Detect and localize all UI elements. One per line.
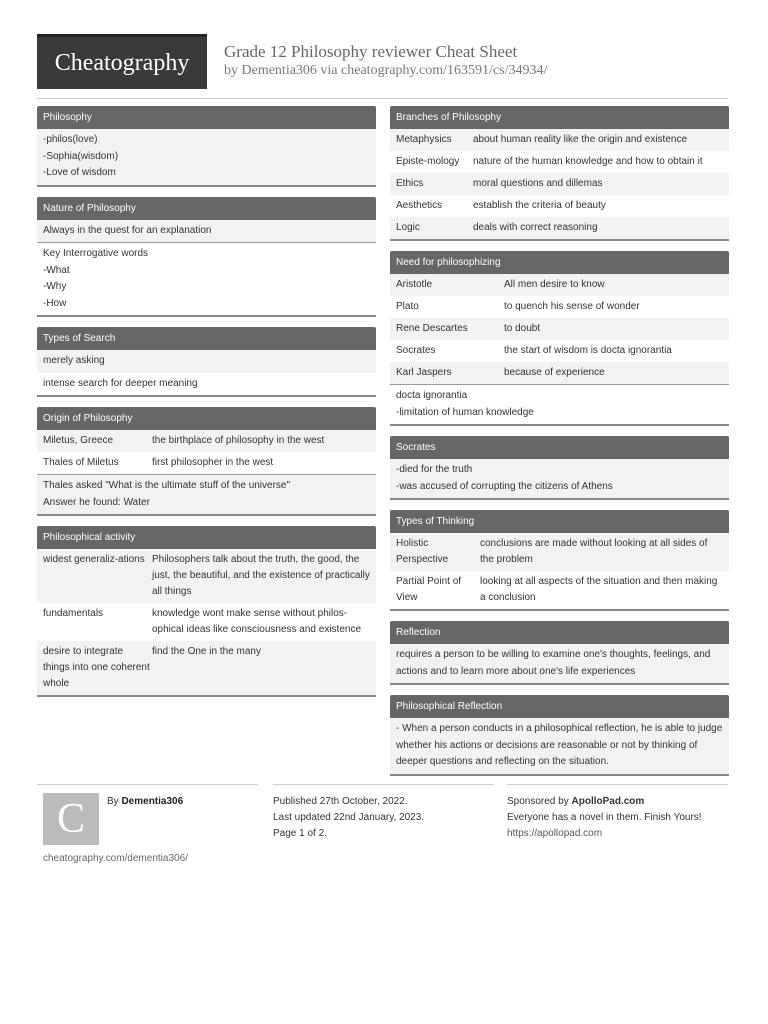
row-key: fundamentals (43, 608, 104, 619)
avatar[interactable]: C (43, 793, 99, 845)
sponsor-label: Sponsored by (507, 796, 569, 807)
page-title: Grade 12 Philosophy reviewer Cheat Sheet (224, 42, 518, 61)
table-row (390, 571, 729, 609)
box-title: Philosophical activity (37, 526, 376, 549)
sponsor-text: Everyone has a novel in them. Finish Yours! (507, 812, 702, 823)
box-philosophy (37, 106, 376, 187)
row-value: All men desire to know (504, 279, 605, 290)
profile-link[interactable]: cheatography.com/dementia306/ (43, 853, 188, 864)
box-title: Origin of Philosophy (37, 407, 376, 430)
byline (224, 63, 547, 79)
table-row (390, 318, 729, 340)
row-key: Aesthetics (396, 200, 443, 211)
footer-dates (273, 784, 494, 842)
text-block (37, 129, 376, 185)
by-label: By (107, 796, 119, 807)
table-row (390, 533, 729, 571)
row-key: Aristotle (396, 279, 433, 290)
row-value: looking at all aspects of the situation and then making a conclusion (480, 576, 718, 603)
text-line: Thales asked "What is the ultimate stuff of the universe" (43, 480, 291, 491)
box-types-of-thinking (390, 510, 729, 611)
text-line: Key Interrogative words (43, 248, 149, 259)
row-key: Holistic Perspective (396, 538, 449, 565)
table-row (390, 129, 729, 151)
table-row (37, 430, 376, 452)
row-key: Rene Descartes (396, 323, 468, 334)
right-column (390, 106, 729, 786)
sponsor-link[interactable]: ApolloPad.com (571, 796, 645, 807)
footer-sponsor (507, 784, 728, 842)
row-value: the start of wisdom is docta ignorantia (504, 345, 672, 356)
box-need-for-philosophizing (390, 251, 729, 426)
row-key: Socrates (396, 345, 436, 356)
box-reflection (390, 621, 729, 685)
box-title: Philosophy (37, 106, 376, 129)
row-value: about human reality like the origin and existence (473, 134, 688, 145)
text-line: -How (43, 297, 67, 309)
box-socrates (390, 436, 729, 500)
row-value: conclusions are made without looking at all sides of the problem (480, 538, 708, 565)
table-row (37, 603, 376, 641)
footer-author (37, 784, 258, 864)
left-column (37, 106, 376, 707)
header-divider (37, 98, 728, 99)
page-number: Page 1 of 2. (273, 828, 327, 839)
row-key: widest generaliz-ations (43, 554, 145, 565)
row-value: because of experience (504, 367, 605, 378)
table-row (390, 217, 729, 239)
text-line: -What (43, 264, 70, 276)
row-value: to quench his sense of wonder (504, 301, 640, 312)
row-value: nature of the human knowledge and how to obtain it (473, 156, 703, 167)
row-key: Partial Point of View (396, 576, 462, 603)
box-title: Types of Thinking (390, 510, 729, 533)
box-types-of-search (37, 327, 376, 397)
footer (37, 784, 728, 864)
table-row: intense search for deeper meaning (43, 377, 198, 389)
row-key: Episte-mology (396, 156, 460, 167)
row-key: Metaphysics (396, 134, 452, 145)
box-title: Branches of Philosophy (390, 106, 729, 129)
row-key: Logic (396, 222, 420, 233)
text-block (390, 384, 729, 424)
box-title: Types of Search (37, 327, 376, 350)
text-block: requires a person to be willing to examine one's thoughts, feelings, and actions and to learn more about one's life experiences (390, 644, 729, 683)
text-line: -died for the truth (396, 464, 473, 475)
box-philosophical-reflection (390, 695, 729, 776)
box-nature-of-philosophy (37, 197, 376, 318)
box-title: Philosophical Reflection (390, 695, 729, 718)
row-value: deals with correct reasoning (473, 222, 598, 233)
row-key: Miletus, Greece (43, 435, 114, 446)
text-block: - When a person conducts in a philosophical reflection, he is able to judge whether his actions or decisions are reasonable or not by thinking of deeper questions and reflecting on the situation. (390, 718, 729, 774)
box-branches-of-philosophy (390, 106, 729, 241)
box-title: Socrates (390, 436, 729, 459)
row-value: Philosophers talk about the truth, the good, the just, the beautiful, and the existence of practically all things (152, 554, 370, 597)
text-block (37, 474, 376, 514)
text-line: Answer he found: Water (43, 496, 150, 508)
sponsor-url-link[interactable]: https://apollopad.com (507, 828, 603, 839)
table-row (37, 452, 376, 474)
table-row (390, 362, 729, 384)
box-title: Need for philosophizing (390, 251, 729, 274)
table-row (390, 173, 729, 195)
sheet-url-link[interactable]: cheatography.com/163591/cs/34934/ (341, 63, 548, 78)
text-line: -was accused of corrupting the citizens of Athens (396, 480, 613, 492)
row-value: to doubt (504, 323, 541, 334)
table-row (390, 274, 729, 296)
by-word: by (224, 63, 238, 78)
box-title: Nature of Philosophy (37, 197, 376, 220)
table-row (390, 296, 729, 318)
row-value: knowledge wont make sense without philos-ophical ideas like consciousness and existence (152, 608, 362, 635)
row-value: establish the criteria of beauty (473, 200, 606, 211)
sponsor-line (507, 794, 728, 810)
text-block (390, 459, 729, 498)
table-row (37, 641, 376, 695)
text-line: -philos(love) (43, 134, 98, 145)
row-value: find the One in the many (152, 646, 261, 657)
table-row: merely asking (37, 350, 376, 373)
cheatography-logo[interactable] (37, 34, 207, 89)
row-key: Plato (396, 301, 419, 312)
row-key: desire to integrate things into one coherent whole (43, 646, 150, 689)
text-line: -Why (43, 281, 67, 292)
footer-author-link[interactable]: Dementia306 (121, 796, 184, 807)
author-credit (107, 794, 183, 810)
text-line: -limitation of human knowledge (396, 406, 534, 418)
row-key: Karl Jaspers (396, 367, 452, 378)
text-block (37, 242, 376, 315)
text-line: docta ignorantia (396, 390, 468, 401)
row-value: first philosopher in the west (152, 457, 274, 468)
table-row (390, 151, 729, 173)
text-line: -Sophia(wisdom) (43, 150, 119, 162)
text-line: -Love of wisdom (43, 167, 116, 178)
via-word: via (320, 63, 338, 78)
table-row (390, 340, 729, 362)
logo-text: Cheatography (54, 49, 190, 76)
row-key: Thales of Miletus (43, 457, 119, 468)
row-value: the birthplace of philosophy in the west (152, 435, 325, 446)
box-origin-of-philosophy (37, 407, 376, 516)
table-row (37, 549, 376, 603)
box-philosophical-activity (37, 526, 376, 697)
row-value: moral questions and dillemas (473, 178, 603, 189)
author-link[interactable]: Dementia306 (241, 63, 317, 78)
updated-date: Last updated 22nd January, 2023. (273, 812, 425, 823)
table-row (390, 195, 729, 217)
row-key: Ethics (396, 178, 424, 189)
box-title: Reflection (390, 621, 729, 644)
text-line: Always in the quest for an explanation (37, 220, 376, 243)
published-date: Published 27th October, 2022. (273, 796, 408, 807)
